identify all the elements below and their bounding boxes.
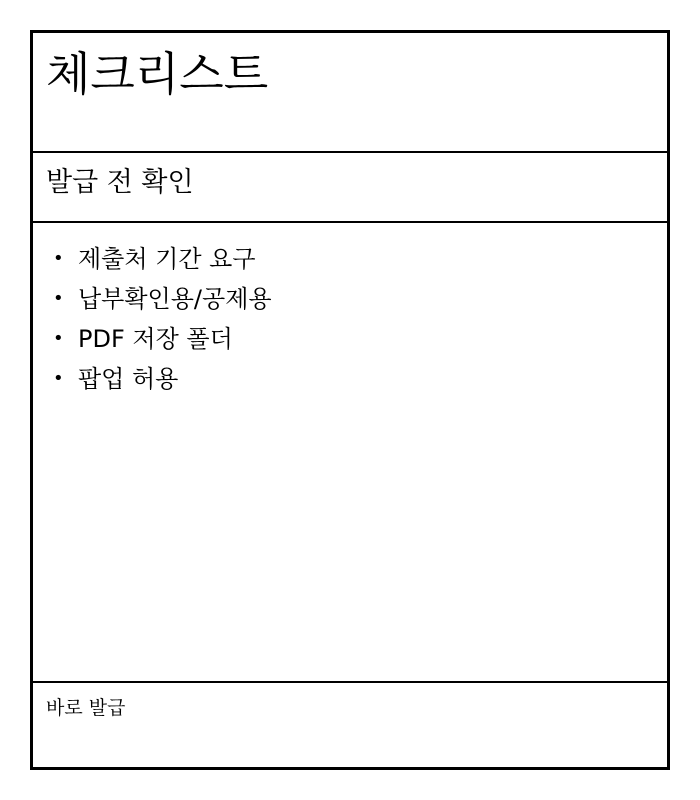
bullet-icon: •: [53, 288, 64, 309]
checklist-item-label: 팝업 허용: [78, 365, 179, 393]
panel-footer: [33, 683, 667, 770]
checklist-item: [53, 359, 272, 399]
checklist-item-label: 납부확인용/공제용: [78, 285, 272, 313]
checklist-body: [33, 223, 667, 683]
bullet-icon: •: [53, 248, 64, 269]
bullet-icon: •: [53, 328, 64, 349]
panel-subtitle: 발급 전 확인: [46, 167, 194, 198]
panel-title: 체크리스트: [46, 47, 269, 101]
checklist-item-label: PDF 저장 폴더: [78, 325, 233, 353]
checklist-item: [53, 319, 272, 359]
checklist-item-label: 제출처 기간 요구: [78, 245, 256, 273]
issue-now-link[interactable]: 바로 발급: [46, 697, 126, 719]
panel-subheader: [33, 153, 667, 223]
checklist-item: [53, 279, 272, 319]
checklist: [53, 239, 272, 399]
checklist-item: [53, 239, 272, 279]
panel-header: [33, 33, 667, 153]
bullet-icon: •: [53, 368, 64, 389]
checklist-panel: [30, 30, 670, 770]
